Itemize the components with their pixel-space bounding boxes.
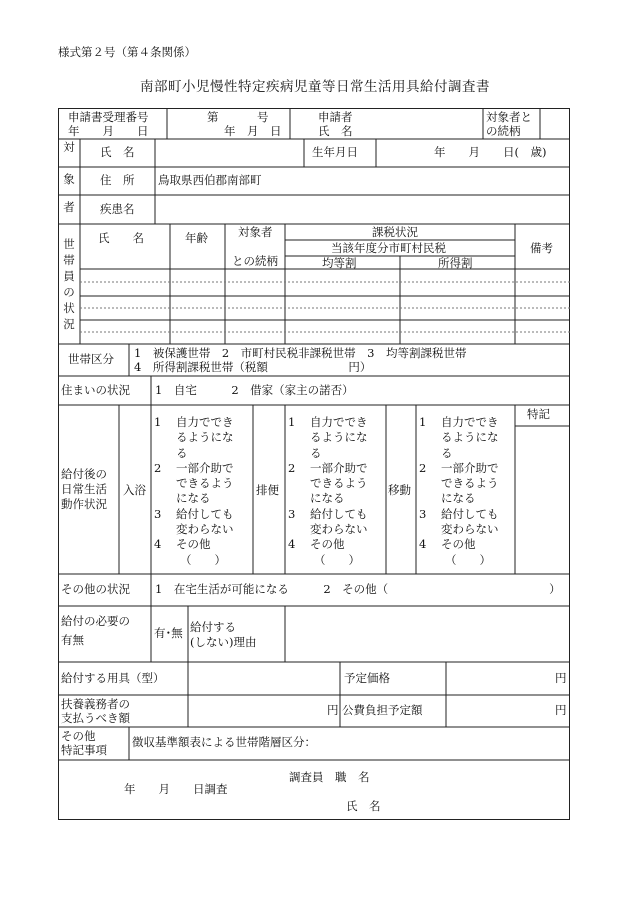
subject-side-char-3: 者 bbox=[63, 200, 75, 214]
number-go-label: 号 bbox=[257, 110, 269, 124]
household-side-char-2: 帯 bbox=[63, 253, 75, 267]
other-status-options: 1 在宅生活が可能になる 2 その他（ ） bbox=[155, 582, 561, 596]
document-title: 南部町小児慢性特定疾病児童等日常生活用具給付調査書 bbox=[140, 79, 490, 95]
household-category-options-line2: 4 所得割課税世帯（税額 円） bbox=[134, 360, 372, 374]
survey-form bbox=[58, 108, 570, 820]
relation-label-line2: の続柄 bbox=[486, 124, 521, 138]
tax-subheader: 当該年度分市町村民税 bbox=[331, 241, 446, 255]
birthdate-label: 生年月日 bbox=[312, 145, 358, 159]
adl-mobility-options: 1 自力ででき るようにな る 2 一部介助で できるよう になる 3 給付しても 変わらない 4 その他 （ ） bbox=[419, 415, 499, 567]
support-obligor-label: 扶養義務者の 支払うべき額 bbox=[61, 697, 130, 725]
investigation-date-label: 年 月 日調査 bbox=[124, 782, 228, 796]
residence-options: 1 自宅 2 借家（家主の諾否） bbox=[155, 383, 354, 397]
subject-side-char-1: 対 bbox=[63, 140, 75, 154]
household-name-header: 氏 名 bbox=[98, 231, 144, 245]
household-category-options-line1: 1 被保護世帯 2 市町村民税非課税世帯 3 均等割課税世帯 bbox=[134, 346, 467, 360]
household-relation-header-2: との続柄 bbox=[232, 254, 278, 268]
public-expense-yen: 円 bbox=[555, 703, 567, 717]
equipment-label: 給付する用具（型） bbox=[61, 671, 165, 685]
applicant-label: 申請者 bbox=[318, 110, 353, 124]
investigator-name-label: 氏 名 bbox=[346, 799, 381, 813]
adl-bathing-options: 1 自力ででき るようにな る 2 一部介助で できるよう になる 3 給付しても 変わらない 4 その他 （ ） bbox=[154, 415, 234, 567]
number-dai-label: 第 bbox=[207, 110, 219, 124]
receipt-number-label: 申請書受理番号 bbox=[68, 110, 149, 124]
household-side-char-3: 員 bbox=[63, 269, 75, 283]
remarks-header: 備考 bbox=[530, 241, 553, 255]
necessity-reason-label: 給付する (しない)理由 bbox=[190, 620, 257, 649]
household-side-char-1: 世 bbox=[63, 237, 75, 251]
receipt-date-label: 年 月 日 bbox=[68, 124, 149, 138]
planned-price-yen: 円 bbox=[555, 671, 567, 685]
household-category-label: 世帯区分 bbox=[68, 352, 114, 366]
necessity-yes-no: 有･無 bbox=[154, 626, 183, 640]
special-notes-value: 徴収基準額表による世帯階層区分： bbox=[132, 735, 316, 749]
equal-levy-header: 均等割 bbox=[322, 256, 357, 270]
other-status-label: その他の状況 bbox=[61, 582, 130, 596]
adl-mobility-label: 移動 bbox=[388, 483, 411, 497]
support-obligor-yen: 円 bbox=[327, 703, 339, 717]
subject-side-char-2: 象 bbox=[63, 172, 75, 186]
household-side-char-6: 況 bbox=[63, 317, 75, 331]
birthdate-value: 年 月 日( 歳) bbox=[434, 145, 547, 159]
necessity-label: 給付の必要の 有無 bbox=[61, 614, 130, 647]
form-id: 様式第２号（第４条関係） bbox=[58, 45, 196, 59]
public-expense-label: 公費負担予定額 bbox=[342, 703, 423, 717]
application-date-label: 年 月 日 bbox=[224, 124, 282, 138]
adl-special-notes-label: 特記 bbox=[527, 407, 550, 421]
investigator-title-label: 調査員 職 名 bbox=[289, 770, 370, 784]
adl-section-label: 給付後の 日常生活 動作状況 bbox=[61, 467, 107, 511]
subject-name-label: 氏 名 bbox=[100, 145, 135, 159]
address-value: 鳥取県西伯郡南部町 bbox=[158, 173, 262, 187]
planned-price-label: 予定価格 bbox=[344, 671, 390, 685]
residence-label: 住まいの状況 bbox=[61, 383, 130, 397]
address-label: 住 所 bbox=[100, 173, 135, 187]
adl-bathing-label: 入浴 bbox=[123, 483, 146, 497]
relation-label-line1: 対象者と bbox=[486, 110, 532, 124]
adl-toileting-label: 排便 bbox=[256, 483, 279, 497]
special-notes-label: その他 特記事項 bbox=[61, 729, 107, 757]
income-levy-header: 所得割 bbox=[438, 256, 473, 270]
household-relation-header-1: 対象者 bbox=[238, 225, 273, 239]
household-age-header: 年齢 bbox=[185, 231, 208, 245]
disease-label: 疾患名 bbox=[100, 202, 135, 216]
adl-toileting-options: 1 自力ででき るようにな る 2 一部介助で できるよう になる 3 給付しても 変わらない 4 その他 （ ） bbox=[288, 415, 368, 567]
applicant-name-label: 氏 名 bbox=[318, 124, 353, 138]
tax-status-header: 課税状況 bbox=[372, 225, 418, 239]
household-side-char-5: 状 bbox=[63, 301, 75, 315]
household-side-char-4: の bbox=[63, 285, 75, 299]
